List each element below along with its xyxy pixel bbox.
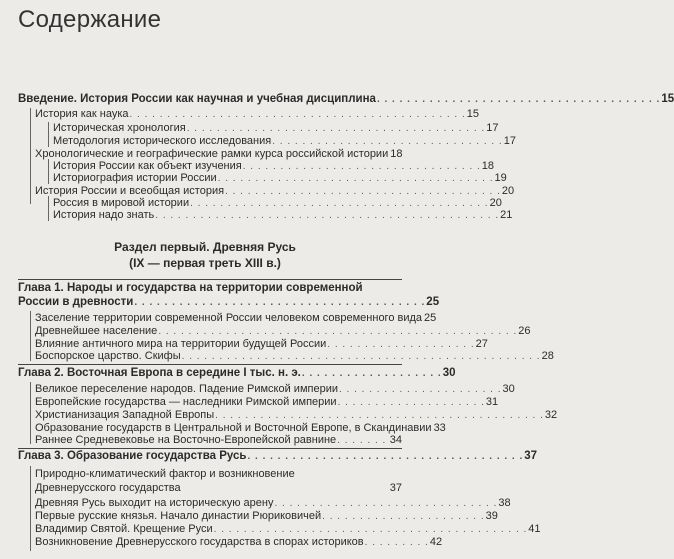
toc-entry-multiline — [35, 467, 402, 495]
toc-entry-text: Христианизация Западной Европы — [35, 409, 215, 421]
toc-leader-dots: . . . . . . . . . . . . . . . . . . . . . . . . . . . . . . . . . . . . . . — [376, 94, 661, 105]
chapter-divider — [18, 448, 402, 449]
toc-group-bracket — [48, 196, 49, 221]
toc-entry-text: Историческая хронология — [53, 122, 186, 134]
toc-leader-dots: . . . . . . . . . . . . . . . . . . . . . . . . . . . . . . . — [272, 136, 503, 147]
toc-entry-text: История надо знать — [53, 209, 155, 221]
toc-page-number: 17 — [486, 122, 499, 134]
toc-entry-text: Великое переселение народов. Падение Римской империи — [35, 383, 338, 395]
toc-entry — [35, 325, 531, 338]
toc-page-number: 41 — [528, 523, 541, 535]
toc-leader-dots: . . . . . . . . . . . . . . . . . . . . . . — [339, 384, 502, 395]
toc-entry — [35, 396, 499, 409]
toc-entry-text: Боспорское царство. Скифы — [35, 350, 181, 362]
toc-leader-dots: . . . . . . . . . . . . . . . . . . . . . . . . . . . . . . . . . . . . . . . . . . — [213, 524, 528, 535]
toc-group-bracket — [30, 466, 31, 551]
toc-entry-text: Методология исторического исследования — [53, 135, 272, 147]
toc-entry-text: Древняя Русь выходит на историческую арену — [35, 497, 274, 509]
toc-entry-text: Влияние античного мира на территории будущей России — [35, 338, 327, 350]
toc-leader-dots: . . . . . . . . . . . . . . . . . . . . . . . . . . . . . . . . . . . . . . . — [134, 297, 426, 308]
toc-page-number: 33 — [433, 422, 446, 434]
toc-entry-text: Раннее Средневековье на Восточно-Европейской равнине — [35, 434, 337, 446]
toc-page-number: 30 — [502, 383, 515, 395]
toc-leader-dots: . . . . . . . . . . . . . . . . . . . . . . — [322, 511, 485, 522]
toc-entry — [35, 108, 480, 121]
toc-leader-dots: . . . . . . . . . . . . . . . . . . . . . . . . . . . . . . — [274, 498, 498, 509]
toc-entry — [35, 409, 558, 422]
toc-entry — [53, 209, 513, 222]
chapter-3-entry — [18, 450, 538, 463]
toc-leader-dots: . . . . . . . . . . . . . . . . . . . . — [327, 339, 475, 350]
toc-entry — [35, 350, 554, 363]
toc-entry-text: Заселение территории современной России человеком современного вида — [35, 312, 423, 324]
toc-entry-text: Древнейшее население — [35, 325, 158, 337]
toc-page-number: 28 — [541, 350, 554, 362]
toc-leader-dots: . . . . . . . . . . . . . . . . . . . . . . . . . . . . . . . . . . . . . . . . . . . . — [215, 410, 544, 421]
toc-page-number: 26 — [518, 325, 531, 337]
toc-entry-text: Образование государств в Центральной и Восточной Европе, в Скандинавии — [35, 422, 432, 434]
toc-entry — [35, 510, 498, 523]
toc-entry-text: Владимир Святой. Крещение Руси — [35, 523, 213, 535]
toc-entry-text: Россия в мировой истории — [53, 197, 190, 209]
toc-leader-dots: . . . . . . . . . . . . . . . . . . . . . . . . . . . . . . . . — [242, 161, 481, 172]
toc-entry — [35, 383, 515, 396]
toc-page-number: 15 — [661, 93, 674, 105]
toc-page-number: 39 — [485, 510, 498, 522]
toc-page-number: 25 — [424, 312, 437, 324]
toc-group-bracket — [30, 311, 31, 361]
toc-entry-text: Европейские государства — наследники Римской империи — [35, 396, 337, 408]
toc-page-number: 20 — [489, 197, 502, 209]
toc-entry-text: России в древности — [18, 296, 134, 308]
toc-leader-dots: . . . . . . . . . . . . . . . . . . . . . . . . . . . . . . . . . . . . . — [247, 451, 524, 462]
toc-page-number: 31 — [485, 396, 499, 408]
toc-page-number: 20 — [501, 185, 515, 197]
toc-leader-dots: . . . . . . . . . . . . . . . . . . . . . . . . . . . . . . . . . . . . . — [217, 173, 494, 184]
toc-page-number: 17 — [503, 135, 516, 147]
toc-page-number: 37 — [389, 482, 402, 494]
toc-entry-text: Введение. История России как научная и учебная дисциплина — [18, 93, 376, 105]
toc-entry-text: История России как объект изучения — [53, 160, 242, 172]
chapter-divider — [18, 364, 402, 365]
toc-leader-dots: . . . . . . . . . . . . . . . . . . . — [301, 368, 442, 379]
chapter-divider — [18, 279, 402, 280]
toc-entry-text: Возникновение Древнерусского государства в спорах историков — [35, 536, 364, 548]
toc-entry-text: Первые русские князья. Начало династии Рюриковичей — [35, 510, 322, 522]
toc-group-bracket — [48, 159, 49, 184]
toc-page-number: 19 — [494, 172, 507, 184]
toc-page-number: 34 — [389, 434, 402, 446]
toc-entry — [35, 497, 511, 510]
chapter-1-title-line1: Глава 1. Народы и государства на территории современной — [18, 282, 363, 294]
toc-entry-text: Хронологические и географические рамки курса российской истории — [35, 148, 389, 160]
toc-entry — [53, 135, 516, 148]
toc-page-number: 30 — [442, 367, 456, 379]
toc-entry-text: Природно-климатический фактор и возникновение Древнерусского государства — [35, 468, 295, 494]
toc-page-number: 25 — [426, 296, 440, 308]
chapter-1-entry — [18, 296, 440, 309]
toc-entry-text: История как наука — [35, 108, 129, 120]
page-title: Содержание — [18, 6, 162, 33]
toc-page-number: 18 — [481, 160, 495, 172]
toc-intro-entry — [18, 93, 674, 106]
section-heading: Раздел первый. Древняя Русь — [114, 240, 296, 254]
toc-leader-dots: . . . . . . . . . . . . . . . . . . . . . . . . . . . . . . . . . . . . . . . . . . . . . — [129, 109, 466, 120]
toc-leader-dots: . . . . . . . . . — [364, 537, 429, 548]
toc-page-number: 37 — [524, 450, 538, 462]
toc-page-number: 21 — [500, 209, 513, 221]
section-subheading: (IX — первая треть XIII в.) — [129, 256, 281, 270]
toc-page-number: 38 — [498, 497, 511, 509]
toc-page-number: 15 — [466, 108, 480, 120]
toc-entry — [35, 434, 402, 447]
toc-entry — [35, 523, 541, 536]
toc-page-number: 42 — [429, 536, 443, 548]
toc-leader-dots: . . . . . . . . . . . . . . . . . . . . . . . . . . . . . . . . . . . . . . . . — [190, 198, 489, 209]
toc-leader-dots: . . . . . . . . . . . . . . . . . . . . . . . . . . . . . . . . . . . . . . . . . . . . . . . . — [181, 351, 541, 362]
toc-entry-text: Глава 3. Образование государства Русь — [18, 450, 247, 462]
toc-group-bracket — [48, 122, 49, 147]
toc-group-bracket — [30, 382, 31, 444]
toc-leader-dots: . . . . . . . . . . . . . . . . . . . . . . . . . . . . . . . . . . . . . . . . . . . . . . . . — [158, 326, 518, 337]
toc-page-number: 32 — [544, 409, 558, 421]
toc-entry-text: Историография истории России — [53, 172, 217, 184]
toc-leader-dots: . . . . . . . . . . . . . . . . . . . . — [337, 397, 485, 408]
chapter-2-entry — [18, 367, 456, 380]
toc-leader-dots: . . . . . . . . . . . . . . . . . . . . . . . . . . . . . . . . . . . . . — [225, 186, 501, 197]
toc-leader-dots: . . . . . . . . . . . . . . . . . . . . . . . . . . . . . . . . . . . . . . . . . . . . . . — [155, 210, 500, 221]
toc-leader-dots: . . . . . . . — [337, 435, 387, 446]
toc-page-number: 18 — [390, 148, 403, 160]
toc-entry — [53, 122, 499, 135]
toc-entry-text: Глава 2. Восточная Европа в середине I тыс. н. э. — [18, 367, 301, 379]
toc-entry — [35, 536, 443, 549]
toc-entry — [35, 312, 437, 325]
toc-page-number: 27 — [475, 338, 488, 350]
toc-entry-text: История России и всеобщая история — [35, 185, 225, 197]
toc-group-bracket — [30, 108, 31, 204]
toc-entry — [53, 172, 507, 185]
toc-leader-dots: . . . . . . . . . . . . . . . . . . . . . . . . . . . . . . . . . . . . . . . . — [186, 123, 486, 134]
